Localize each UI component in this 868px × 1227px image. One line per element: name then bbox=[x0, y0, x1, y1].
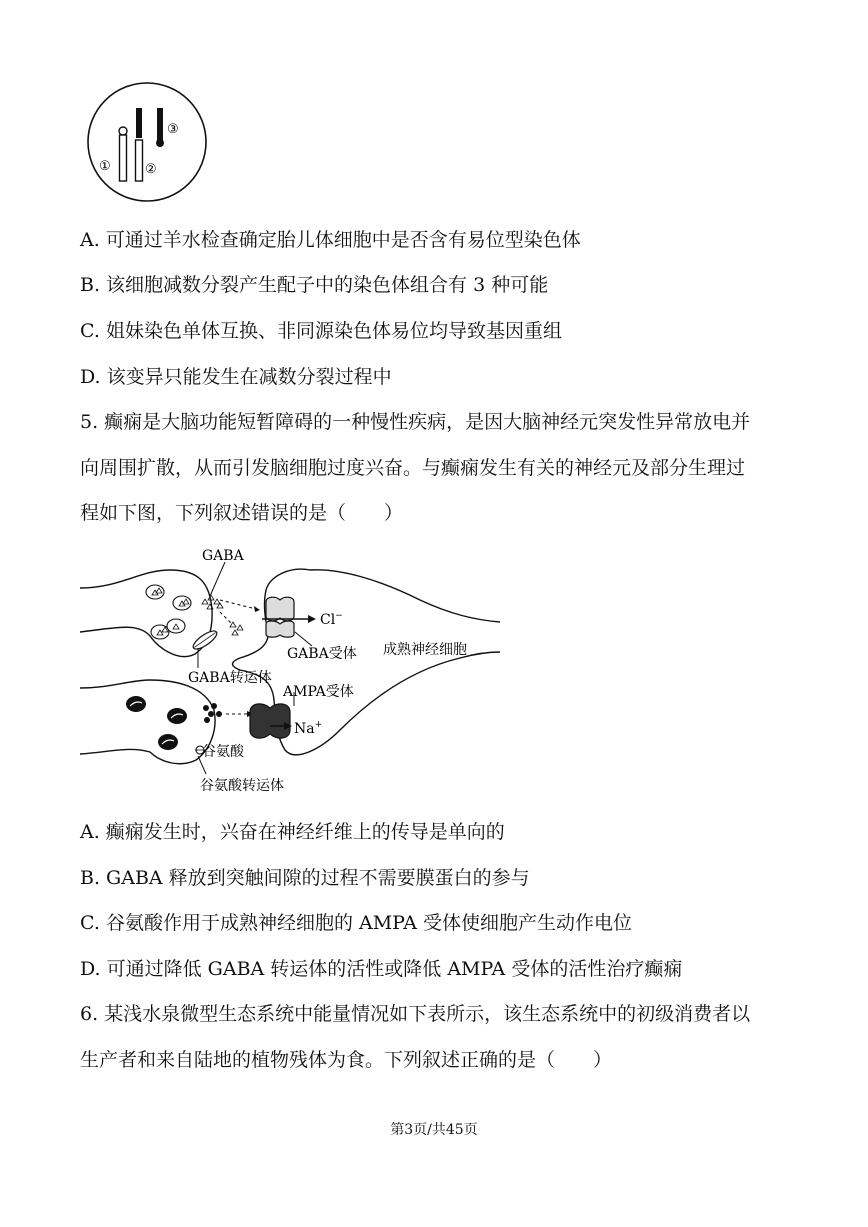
q4-option-b: B. 该细胞减数分裂产生配子中的染色体组合有 3 种可能 bbox=[80, 274, 549, 296]
chromosome-2 bbox=[136, 140, 143, 181]
chromosome-3 bbox=[157, 108, 163, 141]
glutamate-label: 谷氨酸 bbox=[202, 744, 244, 760]
q5-option-b: B. GABA 释放到突触间隙的过程不需要膜蛋白的参与 bbox=[80, 867, 530, 889]
gaba-pointer bbox=[210, 562, 225, 596]
gaba-transporter-label: GABA转运体 bbox=[188, 670, 272, 686]
arrow-head bbox=[254, 606, 260, 612]
q4-option-c: C. 姐妹染色单体互换、非同源染色体易位均导致基因重组 bbox=[80, 320, 562, 342]
ampa-receptor bbox=[250, 704, 290, 738]
gaba-receptor-pointer bbox=[295, 632, 312, 646]
q5-option-a: A. 癫痫发生时，兴奋在神经纤维上的传导是单向的 bbox=[80, 821, 505, 843]
q5-stem-line-3: 程如下图，下列叙述错误的是（ ） bbox=[80, 502, 404, 524]
gaba-molecules bbox=[152, 588, 243, 635]
glutamate-vesicles bbox=[126, 696, 187, 750]
q4-option-d: D. 该变异只能发生在减数分裂过程中 bbox=[80, 366, 392, 388]
q6-stem-line-1: 6. 某浅水泉微型生态系统中能量情况如下表所示，该生态系统中的初级消费者以 bbox=[80, 1003, 751, 1025]
gaba-diffusion-arrows bbox=[220, 600, 260, 624]
na-label: Na+ bbox=[294, 720, 323, 737]
glutamate-transporter-label: 谷氨酸转运体 bbox=[200, 778, 284, 794]
mature-neuron-label: 成熟神经细胞 bbox=[383, 642, 467, 658]
ampa-receptor-label: AMPA受体 bbox=[283, 684, 354, 700]
upper-presynaptic-terminal bbox=[80, 570, 212, 657]
chromosome-2-translocated-arm bbox=[136, 108, 142, 138]
gaba-label: GABA bbox=[202, 548, 244, 564]
lower-presynaptic-terminal bbox=[80, 680, 215, 764]
gaba-receptor bbox=[266, 597, 294, 637]
q5-stem-line-1: 5. 癫痫是大脑功能短暂障碍的一种慢性疾病，是因大脑神经元突发性异常放电并 bbox=[80, 411, 751, 433]
q5-option-c: C. 谷氨酸作用于成熟神经细胞的 AMPA 受体使细胞产生动作电位 bbox=[80, 912, 632, 934]
page-number: 第3页/共45页 bbox=[390, 1122, 478, 1138]
chromosome-1 bbox=[120, 135, 127, 181]
label-1: ① bbox=[99, 159, 111, 174]
chromosome-3-centromere bbox=[156, 139, 164, 147]
gaba-receptor-label: GABA受体 bbox=[287, 646, 357, 662]
synapse-diagram bbox=[80, 540, 500, 800]
q5-option-d: D. 可通过降低 GABA 转运体的活性或降低 AMPA 受体的活性治疗癫痫 bbox=[80, 958, 683, 980]
cl-label: Cl− bbox=[320, 611, 343, 628]
gaba-transporter bbox=[191, 628, 220, 652]
q5-stem-line-2: 向周围扩散，从而引发脑细胞过度兴奋。与癫痫发生有关的神经元及部分生理过 bbox=[80, 457, 746, 479]
label-2: ② bbox=[145, 162, 157, 177]
glutamate-molecules bbox=[203, 703, 222, 723]
q4-option-a: A. 可通过羊水检查确定胎儿体细胞中是否含有易位型染色体 bbox=[80, 229, 581, 251]
q6-stem-line-2: 生产者和来自陆地的植物残体为食。下列叙述正确的是（ ） bbox=[80, 1049, 613, 1071]
chromosome-1-centromere bbox=[119, 127, 127, 135]
cell-outline bbox=[88, 83, 206, 201]
chromosome-diagram bbox=[85, 80, 210, 205]
label-3: ③ bbox=[167, 122, 179, 137]
